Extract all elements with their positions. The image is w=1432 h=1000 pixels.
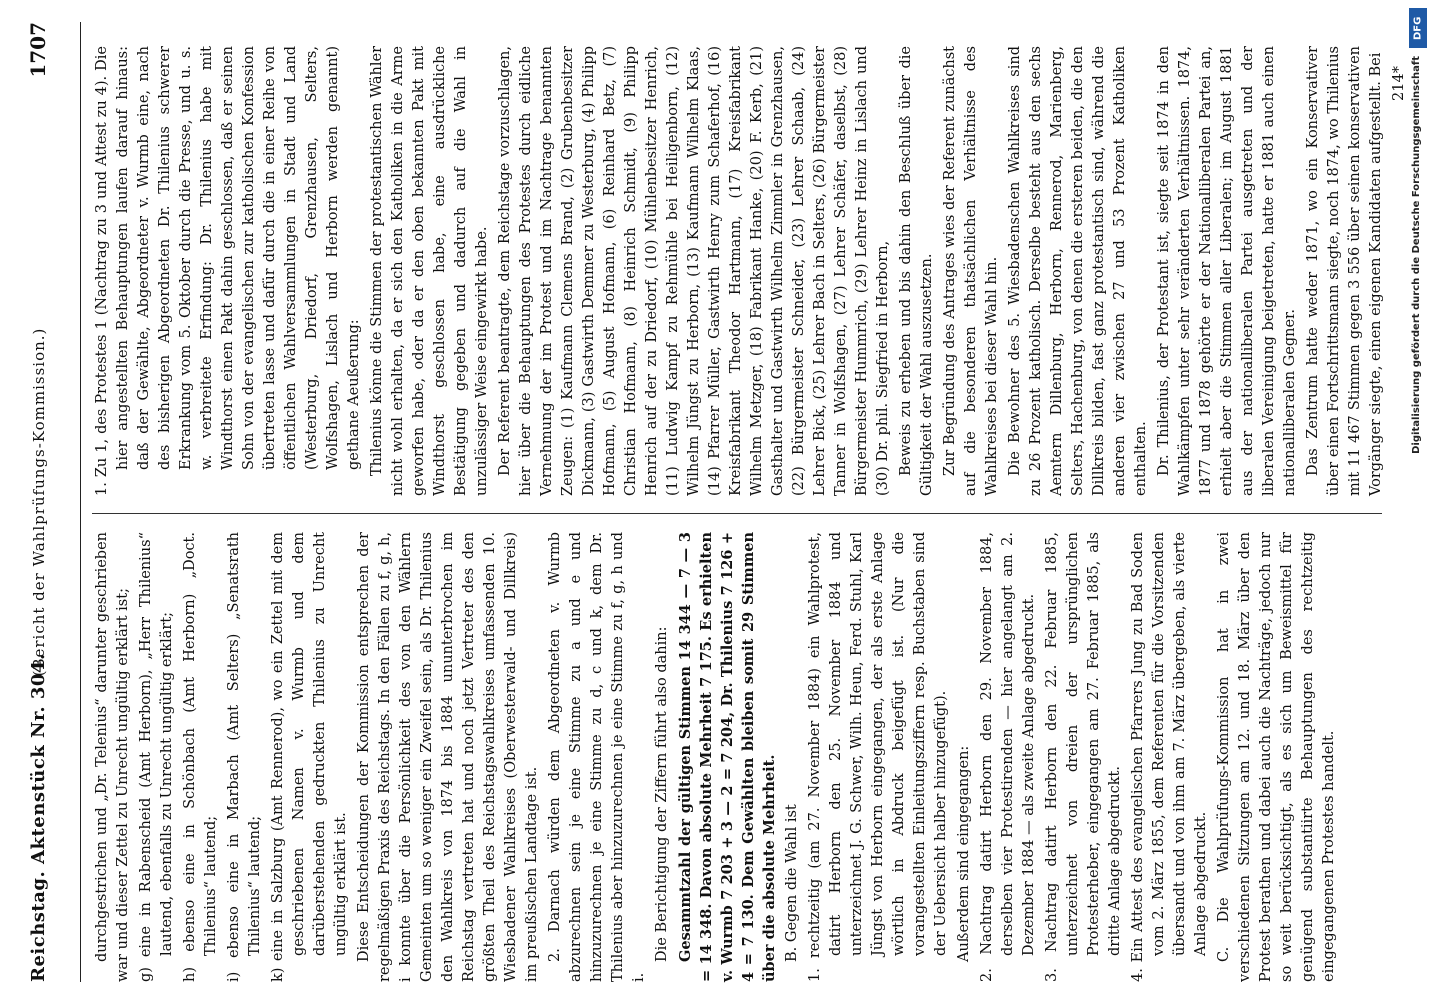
paragraph: Diese Entscheidungen der Kommission entsprechen der regelmäßigen Praxis des Reichstags. In den Fällen zu f, g, h, i konnte über die Persönlichkeit des von den Wählern Gemeinten um so weniger ein Zweifel sein, als Dr. Thilenius den Wahlkreis von 1874 bis 1884 ununterbrochen im Reichstag vertreten hat und noch jetzt Vertreter des den größten Theil des Reichstagswahlkreises umfassenden 10. Wiesbadener Wahlkreises (Oberwesterwald- und Dillkreis) im preußischen Landtage ist. bbox=[356, 532, 540, 982]
paragraph: Thilenius könne die Stimmen der protestantischen Wähler nicht wohl erhalten, da er sich den Katholiken in die Arme geworfen habe, oder da er den oben bekannten Pakt mit Windthorst geschlossen habe, eine ausdrückliche Bestätigung gegeben und dadurch auf die Wahl in unzulässiger Weise eingewirkt habe. bbox=[369, 46, 490, 496]
paragraph: Das Zentrum hatte weder 1871, wo ein Konservativer über einen Fortschrittsmann siegte, noch 1874, wo Thilenius mit 11 467 Stimmen gegen 3 556 über seinen konservativen Vorgänger siegte, einen eigenen Kandidaten aufgestellt. Bei bbox=[1305, 46, 1384, 496]
paragraph: 2. Darnach würden dem Abgeordneten v. Wurmb abzurechnen sein je eine Stimme zu a und e und hinzuzurechnen je eine Stimme zu d, c und k, dem Dr. Thilenius aber hinzuzurechnen je eine Stimme zu f, g, h und i. bbox=[547, 532, 647, 982]
section-heading: B. Gegen die Wahl ist bbox=[784, 804, 800, 962]
paragraph: Dr. Thilenius, der Protestant ist, siegte seit 1874 in den Wahlkämpfen unter sehr veränderten Verhältnissen. 1874, 1877 und 1878 gehörte er der Nationalliberalen Partei an, erhielt aber die Stimmen aller Liberalen; im August 1881 aus der nationalliberalen Partei ausgetreten und der liberalen Vereinigung beigetreten, hatte er 1881 auch einen nationalliberalen Gegner. bbox=[1156, 46, 1298, 496]
dfg-sidebar bbox=[1406, 8, 1430, 1000]
list-item: h) ebenso eine in Schönbach (Amt Herborn) „Doct. Thilenius“ lautend; bbox=[182, 532, 219, 982]
paragraph: Zur Begründung des Antrages wies der Referent zunächst auf die besonderen thatsächlichen Verhältnisse des Wahlkreises bei dieser Wahl hin. bbox=[942, 46, 1000, 496]
list-item: 1. rechtzeitig (am 27. November 1884) ein Wahlprotest, datirt Herborn den 25. November 1884 und unterzeichnet J. G. Schwer, Wilh. Heun, Ferd. Stuhl, Karl Jüngst von Herborn eingegangen, der als erste Anlage wörtlich in Abdruck beigefügt ist. (Nur die vorangestellten Einleitungsziffern resp. Buchstaben sind der Uebersicht halber hinzugefügt). bbox=[807, 532, 949, 982]
paragraph: Gesammtzahl der gültigen Stimmen 14 344 — 7 — 3 = 14 348. Davon absolute Mehrheit 7 175. Es erhielten v. Wurmb 7 203 + 3 — 2 = 7 204, Dr. Thilenius 7 126 + 4 = 7 130. Dem Gewählten bleiben somit 29 Stimmen über die absolute Mehrheit. bbox=[677, 532, 778, 982]
list-item: 3. Nachtrag datirt Herborn den 22. Februar 1885, unterzeichnet von dreien der ursprünglichen Protesterheber, eingegangen am 27. Februar 1885, als dritte Anlage abgedruckt. bbox=[1044, 532, 1123, 982]
paragraph: Außerdem sind eingegangen: bbox=[956, 745, 972, 962]
list-item: k) eine in Salzburg (Amt Rennerod), wo ein Zettel mit dem geschriebenen Namen v. Wurmb und dem darüberstehenden gedruckten Thilenius zu Unrecht ungültig erklärt ist. bbox=[270, 532, 349, 982]
right-column bbox=[92, 46, 1407, 496]
running-header bbox=[20, 22, 81, 982]
paragraph: durchgestrichen und „Dr. Telenius“ darunter geschrieben war und dieser Zettel zu Unrecht ungültig erklärt ist; bbox=[94, 532, 131, 982]
paragraph: Die Bewohner des 5. Wiesbadenschen Wahlkreises sind zu 26 Prozent katholisch. Derselbe besteht aus den sechs Aemtern Dillenburg, Herborn, Rennerod, Marienberg, Selters, Hachenburg, von denen die ersteren beiden, die den Dillkreis bilden, fast ganz protestantisch sind, während die anderen vier zwischen 27 und 53 Prozent Katholiken enthalten. bbox=[1007, 46, 1149, 496]
list-item: 1. Zu 1, des Protestes 1 (Nachtrag zu 3 und Attest zu 4). Die hier angestellten Behauptungen laufen darauf hinaus: daß der Gewählte, Abgeordneter v. Wurmb eine, nach des bisherigen Abgeordneten Dr. Thilenius schwerer Erkrankung vom 5. Oktober durch die Presse, und u. s. w. verbreitete Erfindung: Dr. Thilenius habe mit Windthorst einen Pakt dahin geschlossen, daß er seinen Sohn von der evangelischen zur katholischen Konfession übertreten lasse und dafür durch die in einer Reihe von öffentlichen Wahlversammlungen in Stadt und Land (Westerburg, Driedorf, Grenzhausen, Selters, Wolfshagen, Lislach und Herborn werden genannt) gethane Aeußerung: bbox=[94, 46, 362, 496]
signature-mark: 214* bbox=[1391, 66, 1407, 101]
left-column bbox=[92, 532, 1382, 982]
header-center: (Bericht der Wahlprüfungs-Kommission.) bbox=[30, 327, 48, 677]
dfg-logo: DFG bbox=[1409, 8, 1427, 48]
header-left: Reichstag. Aktenstück Nr. 304. bbox=[28, 653, 49, 982]
list-item: 2. Nachtrag datirt Herborn den 29. November 1884, derselben vier Protestirenden — hier angelangt am 2. Dezember 1884 — als zweite Anlage abgedruckt. bbox=[979, 532, 1037, 982]
paragraph: Beweis zu erheben und bis dahin den Beschluß über die Gültigkeit der Wahl auszusetzen. bbox=[898, 46, 935, 496]
list-item: 4. Ein Attest des evangelischen Pfarrers Jung zu Bad Soden vom 2. März 1855, dem Referenten für die Vorsitzenden übersandt und von ihm am 7. März übergeben, als vierte Anlage abgedruckt. bbox=[1130, 532, 1209, 982]
paragraph: Der Referent beantragte, dem Reichstage vorzuschlagen, hier über die Behauptungen des Protestes durch eidliche Vernehmung der im Protest und im Nachtrage benannten Zeugen: (1) Kaufmann Clemens Brand, (2) Grubenbesitzer Dickmann, (3) Gastwirth Demmer zu Westerburg, (4) Philipp Hofmann, (5) August Hofmann, (6) Reinhard Betz, (7) Christian Hofmann, (8) Heinrich Schmidt, (9) Philipp Henrich auf der zu Driedorf, (10) Mühlenbesitzer Henrich, (11) Ludwig Kampf zu Rehmühle bei Heiligenborn, (12) Wilhelm Jüngst zu Herborn, (13) Kaufmann Wilhelm Klaas, (14) Pfarrer Müller, Gastwirth Henry zum Schaferhof, (16) Kreisfabrikant Theodor Hartmann, (17) Kreisfabrikant Wilhelm Metzger, (18) Fabrikant Hanke, (20) F. Kerb, (21) Gasthalter und Gastwirth Wilhelm Zimmler in Grenzhausen, (22) Bürgermeister Schneider, (23) Lehrer Schaab, (24) Lehrer Bick, (25) Lehrer Bach in Selters, (26) Bürgermeister Tanner in Wolfshagen, (27) Lehrer Schäfer, daselbst, (28) Bürgermeister Hummrich, (29) Lehrer Heinz in Lislach und (30) Dr. phil. Siegfried in Herborn, bbox=[497, 46, 891, 496]
list-item: i) ebenso eine in Marbach (Amt Selters) „Senatsrath Thilenius“ lautend; bbox=[226, 532, 263, 982]
digitization-notice: Digitalisierung gefördert durch die Deutsche Forschungsgemeinschaft bbox=[1411, 56, 1422, 454]
document-page bbox=[20, 22, 1407, 982]
list-item: g) eine in Rabenscheid (Amt Herborn), „Herr Thilenius“ lautend, ebenfalls zu Unrecht ungültig erklärt; bbox=[138, 532, 175, 982]
page-number: 1707 bbox=[26, 22, 50, 78]
column-divider bbox=[92, 513, 1382, 514]
paragraph: Die Berichtigung der Ziffern führt also dahin: bbox=[654, 626, 670, 962]
paragraph: C. Die Wahlprüfungs-Kommission hat in zwei verschiedenen Sitzungen am 12. und 18. März über den Protest berathen und dabei auch die Nachträge, jedoch nur so weit berücksichtigt, als es sich um Beweismittel für genügend substantiirte Behauptungen des rechtzeitig eingegangenen Protestes handelt. bbox=[1216, 532, 1337, 982]
